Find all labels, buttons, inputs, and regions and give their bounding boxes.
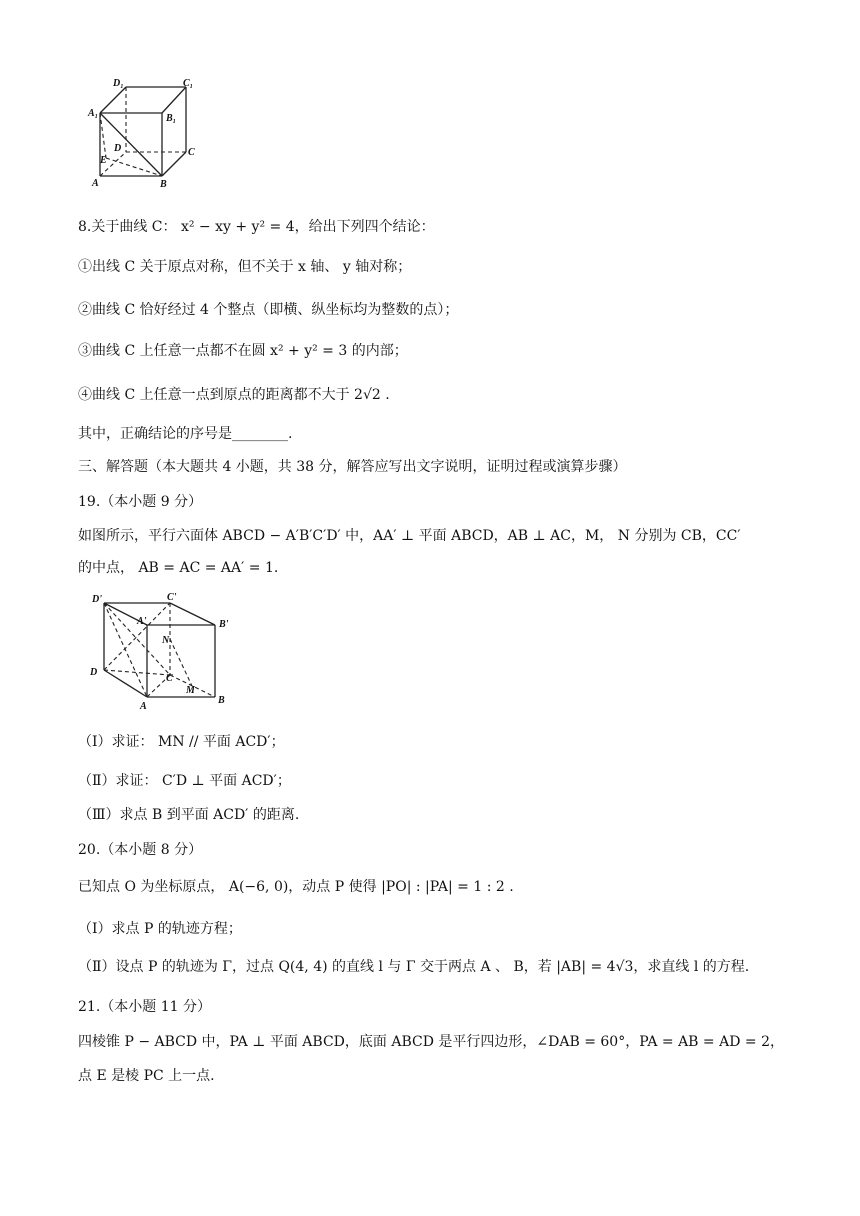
label-B: B (160, 179, 167, 190)
label-C: C (188, 147, 195, 158)
question-19-stem-2: 的中点， AB = AC = AA′ = 1. (78, 560, 279, 576)
label-B-prime: B' (219, 619, 229, 630)
label-D: D (90, 667, 98, 678)
question-20-part-2: （Ⅱ）设点 P 的轨迹为 Γ，过点 Q(4, 4) 的直线 l 与 Γ 交于两点 A 、 B，若 |AB| = 4√3，求直线 l 的方程. (78, 959, 750, 975)
question-20-part-1: （Ⅰ）求点 P 的轨迹方程； (78, 921, 242, 937)
question-19-part-3: （Ⅲ）求点 B 到平面 ACD′ 的距离. (78, 807, 300, 823)
parallelepiped-figure-2 (86, 588, 236, 712)
conclusion-1: ①出线 C 关于原点对称，但不关于 x 轴、 y 轴对称； (78, 259, 412, 275)
question-21-stem-1: 四棱锥 P − ABCD 中，PA ⊥ 平面 ABCD，底面 ABCD 是平行四边形，∠DAB = 60°，PA = AB = AD = 2， (78, 1034, 784, 1050)
question-8-answer: 其中，正确结论的序号是________. (78, 426, 293, 442)
question-21-heading: 21.（本小题 11 分） (78, 999, 211, 1015)
question-19-part-2: （Ⅱ）求证： C′D ⊥ 平面 ACD′； (78, 773, 291, 789)
question-20-stem: 已知点 O 为坐标原点， A(−6, 0)，动点 P 使得 |PO| : |PA| = 1 : 2 . (78, 879, 514, 895)
label-N: N (162, 635, 170, 646)
label-C-prime: C' (167, 592, 177, 603)
question-20-heading: 20.（本小题 8 分） (78, 842, 203, 858)
question-21-stem-2: 点 E 是棱 PC 上一点. (78, 1068, 215, 1084)
question-19-heading: 19.（本小题 9 分） (78, 494, 203, 510)
cube-figure-1 (86, 74, 206, 192)
question-8: 8.关于曲线 C： x² − xy + y² = 4，给出下列四个结论： (78, 219, 435, 235)
label-A1: A₁ (88, 108, 99, 119)
label-C1: C₁ (183, 78, 194, 89)
conclusion-2: ②曲线 C 恰好经过 4 个整点（即横、纵坐标均为整数的点）； (78, 302, 459, 318)
conclusion-4: ④曲线 C 上任意一点到原点的距离都不大于 2√2 . (78, 387, 390, 403)
label-D1: D₁ (113, 78, 124, 89)
label-B1: B₁ (166, 113, 177, 124)
label-D: D (114, 143, 122, 154)
label-A: A (92, 178, 99, 189)
label-A: A (140, 701, 147, 712)
label-C: C (166, 673, 173, 684)
section-3-heading: 三、解答题（本大题共 4 小题，共 38 分，解答应写出文字说明，证明过程或演算步骤） (78, 459, 627, 475)
label-M: M (186, 685, 195, 696)
conclusion-3: ③曲线 C 上任意一点都不在圆 x² + y² = 3 的内部； (78, 343, 408, 359)
label-A-prime: A' (137, 616, 147, 627)
question-19-stem-1: 如图所示，平行六面体 ABCD − A′B′C′D′ 中，AA′ ⊥ 平面 ABCD，AB ⊥ AC，M， N 分别为 CB，CC′ (78, 528, 741, 544)
label-D-prime: D' (92, 594, 102, 605)
label-E: E (100, 155, 107, 166)
question-19-part-1: （Ⅰ）求证： MN // 平面 ACD′； (78, 734, 285, 750)
label-B: B (218, 695, 225, 706)
